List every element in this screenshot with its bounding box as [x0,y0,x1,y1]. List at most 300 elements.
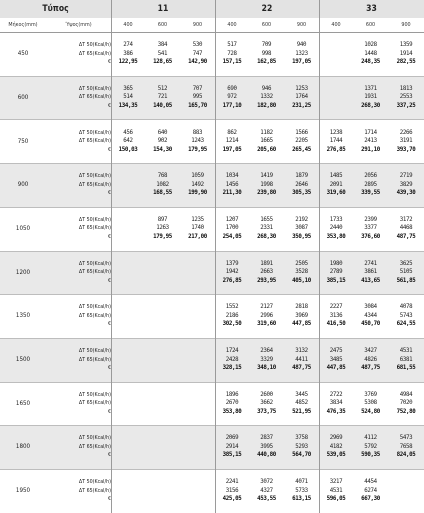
heat-output-value: 2475 [329,348,343,354]
metric-label: € [107,277,111,284]
metric-label: ΔT 50(Kcal/h) [78,348,111,354]
heat-output-value: 3662 [260,400,273,407]
heat-output-value: 384 [157,42,168,49]
price-value: 197,05 [222,146,242,153]
price-value: 416,50 [326,321,346,328]
heat-output-value: 3445 [295,391,308,398]
heat-output-value: 642 [123,138,133,144]
price-value: 353,80 [222,408,242,415]
price-value: 450,70 [361,321,380,328]
metric-label: ΔT 50(Kcal/h) [78,435,111,442]
heat-output-value: 7658 [399,443,413,450]
price-value: 487,75 [361,365,380,371]
price-value: 440,80 [257,452,276,459]
row-divider [0,207,424,208]
price-value: 265,45 [292,146,311,153]
heat-output-value: 1891 [260,260,273,267]
heat-output-value: 1492 [191,181,204,188]
heat-output-value: 3769 [364,391,377,398]
price-value: 752,80 [396,408,416,415]
price-value: 205,60 [257,146,276,153]
heat-output-value: 4531 [329,487,343,494]
heat-output-value: 707 [192,85,203,92]
metric-label: ΔT 50(Kcal/h) [78,42,111,49]
price-value: 302,50 [222,321,242,328]
heat-output-value: 1980 [329,260,343,267]
height-col-header: 600 [365,22,376,28]
length-label: 1350 [15,312,31,320]
heat-output-value: 709 [261,42,272,49]
heat-output-value: 3377 [364,225,377,232]
row-divider [0,425,424,426]
heat-output-value: 1034 [225,173,239,180]
heat-output-value: 1359 [399,42,413,49]
heat-output-value: 2505 [295,260,308,267]
price-value: 337,25 [396,102,416,109]
heat-output-value: 517 [227,42,237,49]
heat-output-value: 2186 [225,312,239,319]
metric-label: ΔT 50(Kcal/h) [78,260,111,267]
heat-output-value: 3217 [329,479,343,486]
heat-output-value: 3072 [260,479,273,486]
heat-output-value: 2789 [329,269,343,276]
price-value: 373,75 [257,408,276,415]
metric-label: ΔT 65(Kcal/h) [78,94,111,101]
price-value: 199,90 [188,190,207,197]
heat-output-value: 2600 [260,391,273,398]
heat-output-value: 3156 [225,487,239,494]
price-value: 239,80 [257,190,276,197]
heat-output-value: 1998 [260,181,273,188]
heat-output-value: 3132 [295,348,308,354]
height-header-label: Ύψος(mm) [65,22,92,28]
price-value: 217,00 [188,233,207,240]
heat-output-value: 1371 [364,85,377,92]
price-value: 140,05 [153,102,172,109]
heat-output-value: 3829 [399,181,413,188]
heat-output-value: 1323 [295,50,308,57]
price-value: 150,03 [118,146,138,153]
heat-output-value: 4182 [329,443,343,450]
metric-label: ΔT 50(Kcal/h) [78,304,111,311]
heat-output-value: 3834 [329,400,343,407]
price-value: 487,75 [292,365,311,371]
heat-output-value: 995 [192,94,203,101]
price-value: 596,05 [326,496,346,503]
heat-output-value: 1243 [191,138,204,144]
heat-output-value: 940 [296,42,307,49]
metric-label: € [107,365,111,371]
heat-output-value: 5105 [399,269,413,276]
price-value: 524,80 [361,408,380,415]
heat-output-value: 1263 [156,225,169,232]
heat-output-value: 5308 [364,400,377,407]
heat-output-value: 1879 [295,173,308,180]
heat-output-value: 365 [123,85,133,92]
price-value: 590,35 [361,452,380,459]
heat-output-value: 1253 [295,85,308,92]
heat-output-value: 1700 [225,225,239,232]
heat-output-value: 3329 [260,356,273,363]
heat-output-value: 3758 [295,435,308,442]
heat-output-value: 3136 [329,312,343,319]
price-value: 134,35 [118,102,138,109]
price-value: 667,30 [361,496,380,503]
price-value: 211,30 [222,190,242,197]
heat-output-value: 902 [157,138,168,144]
price-value: 376,60 [361,233,380,240]
heat-output-value: 2056 [364,173,377,180]
metric-label: ΔT 65(Kcal/h) [78,312,111,319]
heat-output-value: 1456 [225,181,239,188]
metric-label: € [107,102,111,109]
row-divider [0,251,424,252]
heat-output-value: 530 [192,42,203,49]
price-value: 521,95 [292,408,311,415]
metric-label: ΔT 65(Kcal/h) [78,138,111,144]
height-col-header: 900 [192,22,203,28]
price-value: 276,85 [326,146,346,153]
heat-output-value: 4071 [295,479,308,486]
length-label: 1050 [15,224,31,232]
heat-output-value: 5293 [295,443,308,450]
heat-output-value: 1182 [260,129,273,136]
heat-output-value: 1235 [191,216,204,223]
metric-label: ΔT 50(Kcal/h) [78,129,111,136]
heat-output-value: 2205 [295,138,308,144]
price-value: 305,35 [292,190,311,197]
price-value: 328,15 [222,365,242,371]
heat-output-value: 2364 [260,348,273,354]
heat-output-value: 3084 [364,304,377,311]
row-divider [0,294,424,295]
height-col-header: 900 [401,22,411,28]
heat-output-value: 862 [227,129,237,136]
price-value: 385,15 [222,452,242,459]
metric-label: € [107,233,111,240]
price-value: 248,35 [361,59,380,66]
price-value: 291,10 [361,146,380,153]
heat-output-value: 4826 [364,356,377,363]
price-value: 385,15 [326,277,346,284]
heat-output-value: 2722 [329,391,343,398]
metric-label: ΔT 50(Kcal/h) [78,216,111,223]
height-col-header: 400 [331,22,341,28]
heat-output-value: 690 [227,85,237,92]
heat-output-value: 1028 [364,42,377,49]
metric-label: € [107,146,111,153]
heat-output-value: 4411 [295,356,308,363]
price-value: 254,05 [222,233,242,240]
column-divider [111,0,112,513]
heat-output-value: 1059 [191,173,204,180]
heat-output-value: 3087 [295,225,308,232]
heat-output-value: 1552 [225,304,239,311]
heat-output-value: 1942 [225,269,239,276]
heat-output-value: 2227 [329,304,343,311]
metric-label: ΔT 65(Kcal/h) [78,487,111,494]
metric-label: ΔT 65(Kcal/h) [78,225,111,232]
price-value: 293,95 [257,277,276,284]
heat-output-value: 1419 [260,173,273,180]
heat-output-value: 2837 [260,435,273,442]
heat-output-value: 4112 [364,435,377,442]
heat-output-value: 1379 [225,260,239,267]
heat-output-value: 946 [261,85,272,92]
heat-output-value: 3427 [364,348,377,354]
price-value: 179,95 [188,146,207,153]
metric-label: € [107,408,111,415]
heat-output-value: 1896 [225,391,239,398]
row-divider [0,119,424,120]
heat-output-value: 3995 [260,443,273,450]
heat-output-value: 2331 [260,225,273,232]
heat-output-value: 728 [227,50,237,57]
height-col-header: 400 [123,22,133,28]
heat-output-value: 1714 [364,129,377,136]
heat-output-value: 3528 [295,269,308,276]
heat-output-value: 274 [123,42,133,49]
metric-label: ΔT 50(Kcal/h) [78,173,111,180]
metric-label: ΔT 65(Kcal/h) [78,50,111,57]
heat-output-value: 2399 [364,216,377,223]
metric-label: ΔT 50(Kcal/h) [78,479,111,486]
heat-output-value: 1448 [364,50,377,57]
heat-output-value: 2440 [329,225,343,232]
price-value: 487,75 [396,233,416,240]
heat-output-value: 721 [157,94,168,101]
heat-output-value: 1082 [156,181,169,188]
price-value: 319,60 [257,321,276,328]
length-header-label: Μήκος(mm) [8,22,38,28]
heat-output-value: 2719 [399,173,413,180]
row-divider [0,163,424,164]
price-value: 453,55 [257,496,276,503]
length-label: 750 [17,137,29,145]
length-label: 1800 [15,443,31,451]
heat-output-value: 5792 [364,443,377,450]
price-value: 128,65 [153,59,172,66]
heat-output-value: 3861 [364,269,377,276]
price-value: 624,55 [396,321,416,328]
price-value: 154,30 [153,146,172,153]
heat-output-value: 2670 [225,400,239,407]
heat-output-value: 2553 [399,94,413,101]
price-value: 425,05 [222,496,242,503]
price-value: 319,60 [326,190,346,197]
length-label: 1500 [15,356,31,363]
heat-output-value: 5743 [399,312,413,319]
price-value: 681,55 [396,365,416,371]
row-divider [0,76,424,77]
heat-output-value: 2914 [225,443,239,450]
type-33-header: 33 [366,4,377,14]
heat-output-value: 2969 [329,435,343,442]
heat-output-value: 3191 [399,138,413,144]
metric-label: ΔT 65(Kcal/h) [78,443,111,450]
heat-output-value: 2646 [295,181,308,188]
price-value: 348,10 [257,365,276,371]
price-value: 282,55 [396,59,416,66]
heat-output-value: 4531 [399,348,413,354]
heat-output-value: 2663 [260,269,273,276]
price-value: 179,95 [153,233,172,240]
heat-output-value: 3485 [329,356,343,363]
metric-label: € [107,321,111,328]
type-22-header: 22 [261,4,273,14]
heat-output-value: 5733 [295,487,308,494]
height-col-header: 900 [296,22,307,28]
column-divider [215,0,216,513]
length-label: 1650 [15,399,31,407]
length-label: 1950 [15,487,31,495]
heat-output-value: 747 [192,50,203,57]
heat-output-value: 2413 [364,138,377,144]
heat-output-value: 3625 [399,260,413,267]
price-value: 564,70 [292,452,311,459]
type-header-label: Τύπος [42,4,69,14]
metric-label: € [107,59,111,66]
row-divider [0,469,424,470]
metric-label: ΔT 50(Kcal/h) [78,391,111,398]
price-value: 168,55 [153,190,172,197]
price-value: 353,80 [326,233,346,240]
heat-output-value: 1214 [225,138,239,144]
heat-output-value: 1914 [399,50,413,57]
price-value: 231,25 [292,102,311,109]
heat-output-value: 1655 [260,216,273,223]
heat-output-value: 2127 [260,304,273,311]
heat-output-value: 1744 [329,138,343,144]
heat-output-value: 1238 [329,129,343,136]
type-header-row [0,0,424,19]
heat-output-value: 2091 [329,181,343,188]
price-value: 339,55 [361,190,380,197]
heat-output-value: 5473 [399,435,413,442]
heat-output-value: 1740 [191,225,204,232]
price-value: 182,80 [257,102,276,109]
heat-output-value: 6381 [399,356,413,363]
metric-label: ΔT 65(Kcal/h) [78,269,111,276]
heat-output-value: 514 [123,94,133,101]
heat-output-value: 1665 [260,138,273,144]
price-value: 824,05 [396,452,416,459]
price-value: 393,70 [396,146,416,153]
heat-output-value: 386 [123,50,133,57]
heat-output-value: 3172 [399,216,413,223]
heat-output-value: 972 [227,94,237,101]
heat-output-value: 1724 [225,348,239,354]
metric-label: ΔT 50(Kcal/h) [78,85,111,92]
heat-output-value: 1931 [364,94,377,101]
heat-output-value: 1332 [260,94,273,101]
price-value: 350,95 [292,233,311,240]
price-value: 447,85 [326,365,346,371]
heat-output-value: 1485 [329,173,343,180]
price-value: 157,15 [222,59,242,66]
heat-output-value: 4454 [364,479,377,486]
price-value: 447,85 [292,321,311,328]
heat-output-value: 7020 [399,400,413,407]
price-value: 613,15 [292,496,311,503]
price-value: 561,85 [396,277,416,284]
price-value: 142,90 [188,59,207,66]
heat-output-value: 2895 [364,181,377,188]
price-value: 165,70 [188,102,207,109]
column-divider [319,0,320,513]
heat-output-value: 4344 [364,312,377,319]
heat-output-value: 1207 [225,216,239,223]
heat-output-value: 4984 [399,391,413,398]
price-value: 197,05 [292,59,311,66]
heat-output-value: 2996 [260,312,273,319]
length-label: 600 [17,93,29,101]
heat-output-value: 2428 [225,356,239,363]
length-label: 450 [17,50,29,58]
heat-output-value: 4852 [295,400,308,407]
heat-output-value: 2192 [295,216,308,223]
heat-output-value: 1733 [329,216,343,223]
metric-label: € [107,496,111,503]
heat-output-value: 2818 [295,304,308,311]
metric-label: ΔT 65(Kcal/h) [78,181,111,188]
heat-output-value: 1566 [295,129,308,136]
heat-output-value: 2069 [225,435,239,442]
price-value: 476,35 [326,408,346,415]
price-value: 405,10 [292,277,311,284]
heat-output-value: 768 [157,173,168,180]
heat-output-value: 456 [123,129,133,136]
price-value: 268,30 [257,233,276,240]
height-col-header: 600 [157,22,168,28]
price-value: 439,30 [396,190,416,197]
height-col-header: 400 [227,22,237,28]
price-value: 268,30 [361,102,380,109]
heat-output-value: 897 [157,216,168,223]
heat-output-value: 512 [157,85,168,92]
price-value: 162,85 [257,59,276,66]
heat-output-value: 4327 [260,487,273,494]
metric-label: € [107,190,111,197]
price-value: 122,95 [118,59,138,66]
metric-label: € [107,452,111,459]
length-label: 900 [17,181,29,189]
row-divider [0,382,424,383]
heat-output-value: 3969 [295,312,308,319]
heat-output-value: 4468 [399,225,413,232]
heat-output-value: 4078 [399,304,413,311]
heat-output-value: 2741 [364,260,377,267]
heat-output-value: 2266 [399,129,413,136]
heat-output-value: 2241 [225,479,239,486]
length-label: 1200 [15,268,31,276]
heat-output-value: 541 [157,50,168,57]
price-value: 177,10 [222,102,242,109]
heat-output-value: 6274 [364,487,377,494]
heat-output-value: 1813 [399,85,413,92]
price-value: 413,65 [361,277,380,284]
metric-label: ΔT 65(Kcal/h) [78,356,111,363]
heat-output-value: 1764 [295,94,308,101]
price-value: 539,05 [326,452,346,459]
heat-output-value: 883 [192,129,203,136]
price-value: 276,85 [222,277,242,284]
height-header-row [0,18,424,33]
heat-output-value: 998 [261,50,272,57]
row-divider [0,338,424,339]
type-11-header: 11 [157,4,169,14]
metric-label: ΔT 65(Kcal/h) [78,400,111,407]
